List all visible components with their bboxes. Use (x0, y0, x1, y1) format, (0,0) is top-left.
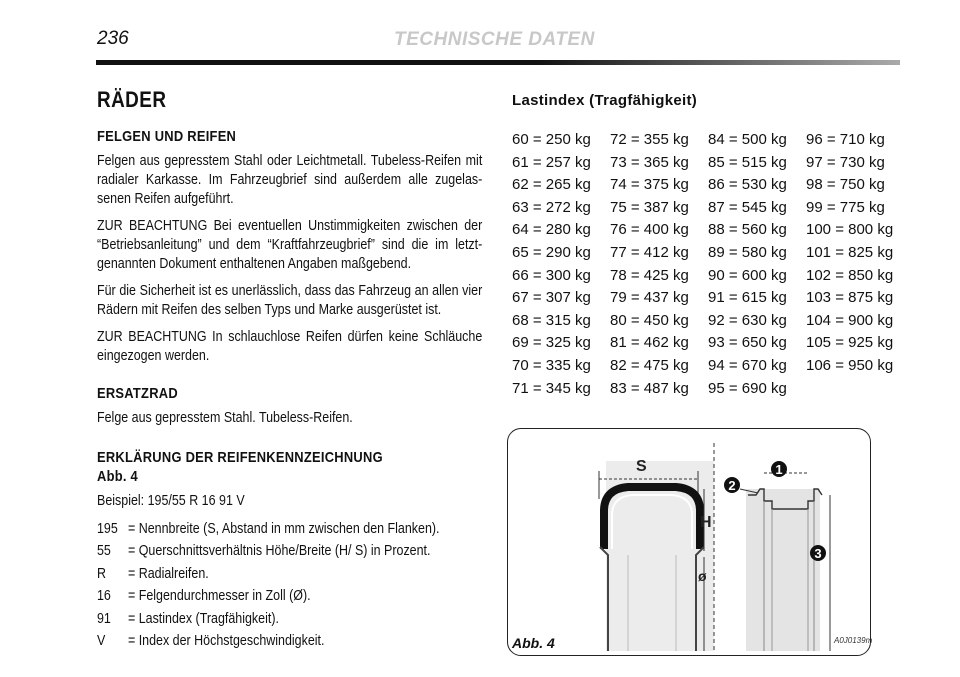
definition-value: = Nennbreite (S, Abstand in mm zwischen den Flanken). (127, 520, 440, 537)
left-column (97, 87, 483, 653)
load-index-column (806, 131, 906, 402)
load-index-entry: 87 = 545 kg (708, 198, 787, 216)
load-index-entry: 61 = 257 kg (512, 153, 591, 171)
definition-value: = Felgendurchmesser in Zoll (Ø). (127, 588, 311, 605)
load-index-entry: 100 = 800 kg (806, 221, 894, 239)
load-index-column (610, 131, 708, 402)
tyre-marking-heading: ERKLÄRUNG DER REIFENKENNZEICHNUNG (97, 449, 383, 466)
load-index-column (512, 131, 610, 402)
load-index-entry: 89 = 580 kg (708, 243, 787, 261)
definition-value: = Querschnittsverhältnis Höhe/Breite (H/ S) in Prozent. (127, 543, 431, 560)
load-index-entry: 64 = 280 kg (512, 221, 591, 239)
load-index-entry: 79 = 437 kg (610, 289, 689, 307)
label-h: H (700, 514, 712, 531)
tyre-diagram-frame (507, 428, 871, 656)
spare-wheel-text: Felge aus gepresstem Stahl. Tubeless-Reifen. (97, 410, 353, 426)
load-index-entry: 71 = 345 kg (512, 379, 591, 397)
load-index-table (512, 131, 912, 402)
load-index-entry: 85 = 515 kg (708, 153, 787, 171)
load-index-entry: 96 = 710 kg (806, 131, 885, 148)
load-index-heading: Lastindex (Tragfähigkeit) (512, 92, 698, 109)
load-index-entry: 106 = 950 kg (806, 356, 894, 374)
label-diameter: ø (698, 568, 707, 584)
load-index-entry: 82 = 475 kg (610, 356, 689, 374)
load-index-entry: 90 = 600 kg (708, 266, 787, 284)
load-index-entry: 102 = 850 kg (806, 266, 894, 284)
load-index-entry: 68 = 315 kg (512, 311, 591, 329)
load-index-column (708, 131, 806, 402)
rim-profile-background (746, 489, 820, 651)
page-number: 236 (97, 28, 129, 49)
load-index-entry: 94 = 670 kg (708, 356, 787, 374)
definition-row (97, 586, 482, 609)
load-index-entry: 80 = 450 kg (610, 311, 689, 329)
load-index-entry: 105 = 925 kg (806, 334, 894, 352)
definition-key: V (97, 633, 106, 650)
load-index-entry: 72 = 355 kg (610, 131, 689, 148)
load-index-entry: 91 = 615 kg (708, 289, 787, 307)
definition-list (97, 518, 482, 653)
definition-key: 55 (97, 543, 111, 560)
load-index-entry: 67 = 307 kg (512, 289, 591, 307)
load-index-entry: 99 = 775 kg (806, 198, 885, 216)
callout-3-label: 3 (814, 546, 822, 561)
definition-key: 16 (97, 588, 111, 605)
load-index-entry: 76 = 400 kg (610, 221, 689, 239)
load-index-entry: 69 = 325 kg (512, 334, 591, 352)
definition-value: = Index der Höchstgeschwindigkeit. (127, 633, 325, 650)
load-index-entry: 73 = 365 kg (610, 153, 689, 171)
load-index-entry: 101 = 825 kg (806, 243, 894, 261)
definition-key: 91 (97, 610, 111, 627)
load-index-entry: 70 = 335 kg (512, 356, 591, 374)
load-index-entry: 95 = 690 kg (708, 379, 787, 397)
definition-row (97, 541, 482, 564)
callout-1-label: 1 (775, 462, 783, 477)
load-index-entry: 78 = 425 kg (610, 266, 689, 284)
paragraph-note-tubes: ZUR BEACHTUNG In schlauchlose Reifen dürfen keine Schläuche eingezogen werden. (97, 329, 483, 364)
load-index-entry: 74 = 375 kg (610, 176, 689, 194)
definition-value: = Radialreifen. (127, 565, 209, 582)
load-index-entry: 93 = 650 kg (708, 334, 787, 352)
load-index-entry: 60 = 250 kg (512, 131, 591, 148)
right-column (512, 92, 912, 402)
load-index-entry: 97 = 730 kg (806, 153, 885, 171)
load-index-entry: 62 = 265 kg (512, 176, 591, 194)
tyre-marking-fig-ref: Abb. 4 (97, 468, 138, 485)
load-index-entry: 81 = 462 kg (610, 334, 689, 352)
label-s: S (636, 458, 647, 475)
definition-row (97, 631, 482, 654)
load-index-entry: 98 = 750 kg (806, 176, 885, 194)
definition-row (97, 518, 482, 541)
load-index-entry: 75 = 387 kg (610, 198, 689, 216)
definition-row (97, 608, 482, 631)
rims-tyres-heading: FELGEN UND REIFEN (97, 128, 237, 145)
load-index-entry: 104 = 900 kg (806, 311, 894, 329)
load-index-entry: 63 = 272 kg (512, 198, 591, 216)
load-index-entry: 66 = 300 kg (512, 266, 591, 284)
load-index-entry: 83 = 487 kg (610, 379, 689, 397)
load-index-entry: 65 = 290 kg (512, 243, 591, 261)
load-index-entry: 77 = 412 kg (610, 243, 689, 261)
callout-2-label: 2 (728, 478, 736, 493)
load-index-entry: 92 = 630 kg (708, 311, 787, 329)
load-index-entry: 84 = 500 kg (708, 131, 787, 148)
paragraph-safety: Für die Sicherheit ist es unerlässlich, dass das Fahrzeug an allen vier Rädern mit Reifen des selben Typs und Marke ausgerüstet ist. (97, 283, 483, 318)
section-title: TECHNISCHE DATEN (394, 29, 595, 50)
example-line: Beispiel: 195/55 R 16 91 V (97, 493, 245, 509)
paragraph-rims: Felgen aus gepresstem Stahl oder Leichtmetall. Tubeless-Reifen mit radialer Karkasse. Im Fahrzeugbrief sind außerdem alle zugelas-senen Reifen aufgeführt. (97, 153, 483, 207)
definition-value: = Lastindex (Tragfähigkeit). (127, 610, 279, 627)
definition-row (97, 563, 482, 586)
load-index-entry: 88 = 560 kg (708, 221, 787, 239)
wheels-title: RÄDER (97, 87, 167, 112)
load-index-entry: 103 = 875 kg (806, 289, 894, 307)
figure-caption: Abb. 4 (512, 635, 555, 651)
definition-key: 195 (97, 520, 118, 537)
paragraph-note-registration: ZUR BEACHTUNG Bei eventuellen Unstimmigkeiten zwischen der “Betriebsanleitung” und dem “Kraftfahrzeugbrief” sind die im letzt-genannten Dokument enthaltenen Angaben maßgebend. (97, 218, 483, 272)
header-rule (96, 60, 900, 65)
load-index-entry: 86 = 530 kg (708, 176, 787, 194)
figure-code: A0J0139m (834, 636, 873, 645)
tyre-cross-section-diagram (508, 429, 873, 655)
spare-wheel-heading: ERSATZRAD (97, 385, 178, 402)
definition-key: R (97, 565, 107, 582)
